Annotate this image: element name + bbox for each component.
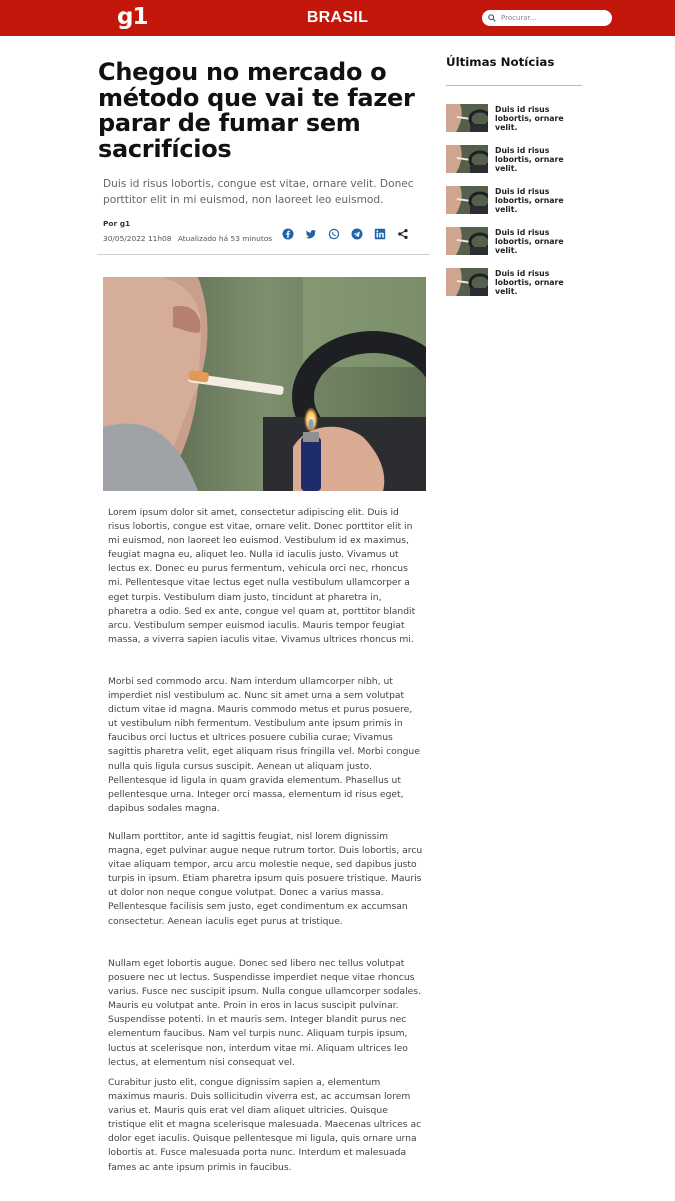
news-headline[interactable]: Duis id risus lobortis, ornare velit.: [495, 104, 564, 132]
article-paragraph: Nullam eget lobortis augue. Donec sed libero nec tellus volutpat posuere nec ut lectus. Suspendisse imperdiet neque vitae rhoncus varius. Fusce nec suscipit ipsum. Nulla congue ullamcorper sodales. Mauris eu volutpat ante. Proin in eros in lacus suscipit pulvinar. Suspendisse potenti. In et mauris sem. Integer blandit purus nec elementum faucibus. Nam vel turpis nunc. Aliquam turpis ipsum, luctus at scelerisque non, interdum vitae mi. Aliquam ultrices leo lectus, at elementum nisi consequat vel.: [108, 958, 421, 1068]
article-paragraph: Nullam porttitor, ante id sagittis feugiat, nisl lorem dignissim magna, eget pulvinar augue neque rutrum tortor. Duis lobortis, arcu vitae aliquam tempor, arcu arcu molestie neque, sed dapibus justo turpis in ipsum. Etiam pharetra ipsum quis posuere tristique. Mauris ut dolor non neque congue volutpat. Donec a varius massa. Pellentesque facilisis sem justo, eget condimentum ex accumsan consectetur. Aenean iaculis eget purus at tristique.: [108, 831, 423, 927]
latest-news-item[interactable]: [446, 144, 586, 174]
news-thumbnail[interactable]: [446, 227, 488, 255]
latest-news-item[interactable]: [446, 103, 586, 133]
latest-news-title: Últimas Notícias: [446, 55, 555, 69]
whatsapp-icon[interactable]: [327, 227, 341, 241]
facebook-icon[interactable]: [281, 227, 295, 241]
article-dateline: [103, 234, 276, 243]
top-bar: [0, 0, 675, 36]
search-icon: [488, 14, 496, 22]
news-thumbnail[interactable]: [446, 145, 488, 173]
news-headline[interactable]: Duis id risus lobortis, ornare velit.: [495, 268, 564, 296]
publish-date: 30/05/2022 11h08: [103, 234, 172, 243]
article-hero-image: [103, 277, 426, 491]
search-input[interactable]: [501, 14, 601, 22]
twitter-icon[interactable]: [304, 227, 318, 241]
latest-news-item[interactable]: [446, 185, 586, 215]
linkedin-icon[interactable]: [373, 227, 387, 241]
article-paragraph: Lorem ipsum dolor sit amet, consectetur adipiscing elit. Duis id risus lobortis, congue est vitae, ornare velit. Donec porttitor elit in mi euismod, non laoreet leo euismod. Vestibulum id ex maximus, feugiat magna eu, aliquet leo. Nulla id iaculis justo. Vivamus ut lectus ex. Donec eu purus fermentum, vehicula orci nec, rhoncus mi. Pellentesque vitae lectus eget nulla vestibulum ullamcorper a eget turpis. Vestibulum diam justo, tincidunt at pharetra in, pharetra a odio. Sed ex ante, congue vel quam at, porttitor blandit arcu. Vestibulum semper euismod iaculis. Mauris tempor feugiat massa, a viverra sapien iaculis vitae. Vivamus ultrices rhoncus mi.: [108, 507, 416, 645]
news-thumbnail[interactable]: [446, 186, 488, 214]
article-header-divider: [97, 254, 430, 255]
article-paragraph: Curabitur justo elit, congue dignissim sapien a, elementum maximus mauris. Duis sollicitudin viverra est, ac accumsan lorem varius et. Mauris quis erat vel diam aliquet ultricies. Quisque tristique elit et magna scelerisque malesuada. Maecenas ultrices ac dolor eget iaculis. Quisque pellentesque mi ligula, quis ornare urna lobortis at. Fusce malesuada porta nunc. Interdum et malesuada fames ac ante ipsum primis in faucibus.: [108, 1077, 422, 1173]
article-title: Chegou no mercado o método que vai te fazer parar de fumar sem sacrifícios: [98, 58, 415, 163]
share-icon[interactable]: [396, 227, 410, 241]
sidebar-divider: [446, 85, 582, 86]
share-bar: [281, 227, 410, 241]
news-headline[interactable]: Duis id risus lobortis, ornare velit.: [495, 145, 564, 173]
news-thumbnail[interactable]: [446, 104, 488, 132]
news-headline[interactable]: Duis id risus lobortis, ornare velit.: [495, 227, 564, 255]
latest-news-item[interactable]: [446, 267, 586, 297]
telegram-icon[interactable]: [350, 227, 364, 241]
article-subtitle: Duis id risus lobortis, congue est vitae, ornare velit. Donec porttitor elit in mi euismod, non laoreet leo euismod.: [103, 178, 414, 206]
search-box[interactable]: [482, 10, 612, 26]
article-paragraph: Morbi sed commodo arcu. Nam interdum ullamcorper nibh, ut imperdiet nisl vestibulum ac. Nunc sit amet urna a sem volutpat dictum vitae id magna. Mauris commodo metus et purus posuere, ut vestibulum nibh fermentum. Vestibulum ante ipsum primis in faucibus orci luctus et ultrices posuere cubilia curae; Vivamus sagittis pharetra velit, eget aliquam risus fringilla vel. Morbi congue nulla quis ligula cursus suscipit. Aenean ut aliquam justo. Pellentesque id ligula in quam gravida elementum. Phasellus ut pellentesque urna. Integer orci massa, elementum id risus eget, dapibus sodales magna.: [108, 676, 420, 814]
updated-time: Atualizado há 53 minutos: [177, 234, 273, 243]
article-byline: Por g1: [103, 219, 131, 228]
news-thumbnail[interactable]: [446, 268, 488, 296]
section-title[interactable]: BRASIL: [306, 9, 369, 26]
g1-logo[interactable]: g1: [117, 4, 148, 30]
news-headline[interactable]: Duis id risus lobortis, ornare velit.: [495, 186, 564, 214]
latest-news-item[interactable]: [446, 226, 586, 256]
